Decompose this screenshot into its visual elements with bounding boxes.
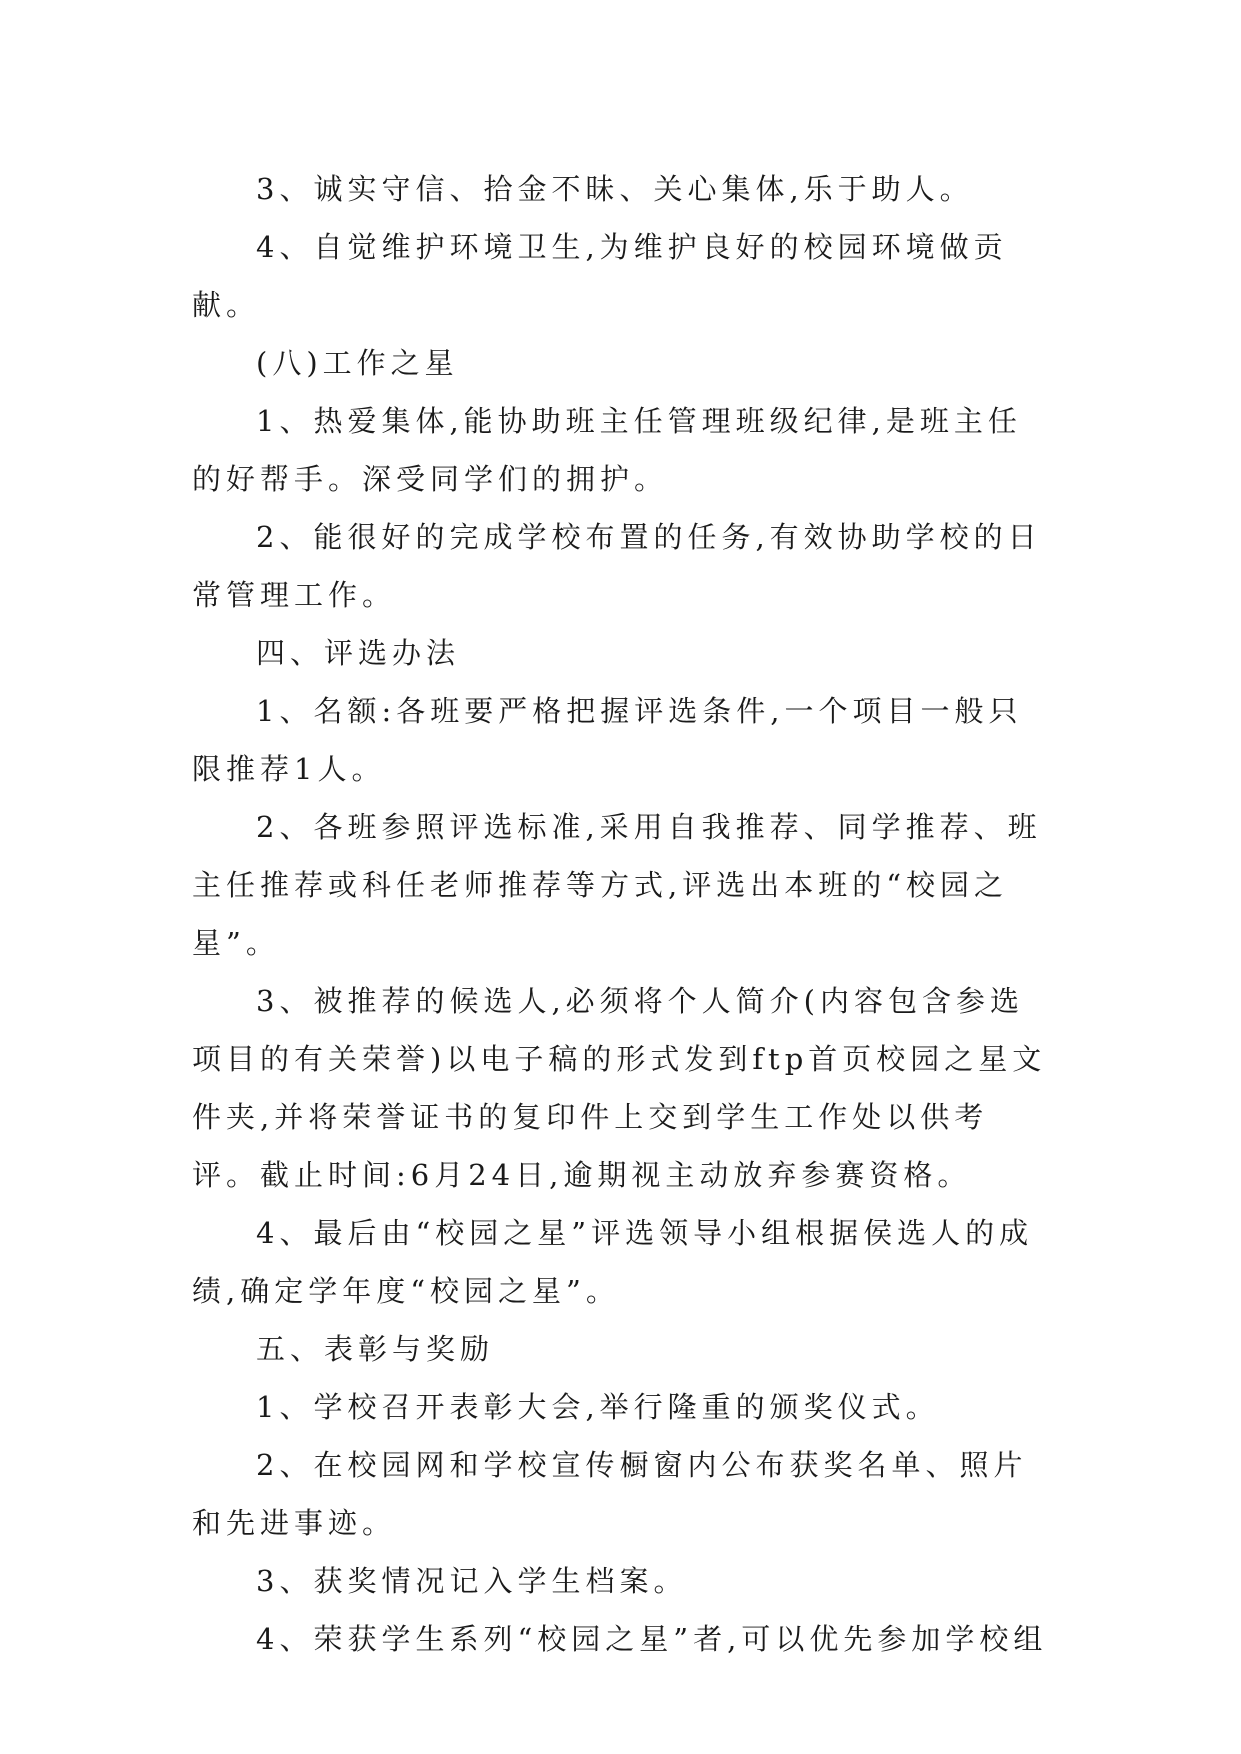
paragraph-reward-ceremony: 1、学校召开表彰大会,举行隆重的颁奖仪式。	[256, 1390, 940, 1424]
paragraph-reward-priority: 4、荣获学生系列“校园之星”者,可以优先参加学校组	[256, 1622, 1048, 1656]
document-page	[192, 160, 1052, 1668]
paragraph-work-star-2: 2、能很好的完成学校布置的任务,有效协助学校的日常管理工作。	[192, 520, 1042, 612]
paragraph-work-star-1: 1、热爱集体,能协助班主任管理班级纪律,是班主任的好帮手。深受同学们的拥护。	[192, 404, 1022, 496]
paragraph-reward-publish: 2、在校园网和学校宣传橱窗内公布获奖名单、照片和先进事迹。	[192, 1448, 1028, 1540]
paragraph-method-quota: 1、名额:各班要严格把握评选条件,一个项目一般只限推荐1人。	[192, 694, 1023, 786]
paragraph-honesty: 3、诚实守信、拾金不昧、关心集体,乐于助人。	[256, 172, 974, 206]
paragraph-reward-archive: 3、获奖情况记入学生档案。	[256, 1564, 688, 1598]
section-heading-selection-method: 四、评选办法	[256, 636, 461, 670]
paragraph-method-final: 4、最后由“校园之星”评选领导小组根据侯选人的成绩,确定学年度“校园之星”。	[192, 1216, 1034, 1308]
paragraph-environment: 4、自觉维护环境卫生,为维护良好的校园环境做贡献。	[192, 230, 1008, 322]
section-heading-work-star: (八)工作之星	[256, 346, 459, 380]
paragraph-method-submission: 3、被推荐的候选人,必须将个人简介(内容包含参选项目的有关荣誉)以电子稿的形式发到ftp首页校园之星文件夹,并将荣誉证书的复印件上交到学生工作处以供考评。截止时间:6月24日,逾期视主动放弃参赛资格。	[192, 984, 1047, 1192]
section-heading-rewards: 五、表彰与奖励	[256, 1332, 495, 1366]
paragraph-method-recommend: 2、各班参照评选标准,采用自我推荐、同学推荐、班主任推荐或科任老师推荐等方式,评选出本班的“校园之星”。	[192, 810, 1042, 960]
